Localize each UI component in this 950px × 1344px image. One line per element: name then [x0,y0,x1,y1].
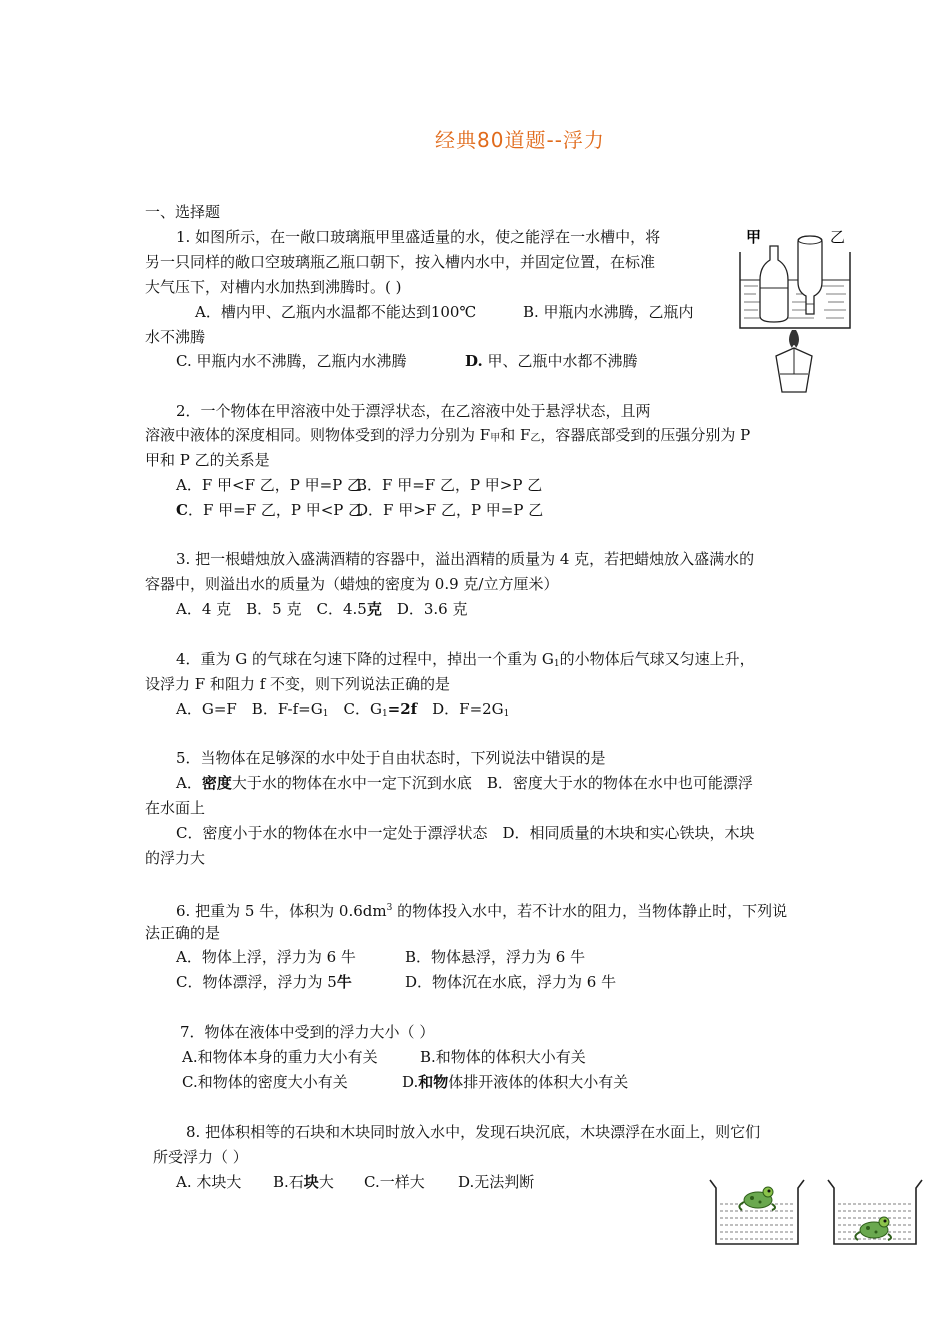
q8-option-b-text-b: 大 [318,1173,334,1191]
frog-beaker-sinking-figure [826,1178,926,1248]
q2-line-2-sub1: 甲 [490,433,501,444]
q1-option-b-cont: 水不沸腾 [145,328,206,346]
q1-option-d [465,350,637,372]
q7-line-1: 7．物体在液体中受到的浮力大小（ ） [180,1023,435,1041]
q2-line-2-sub2: 乙 [530,433,541,444]
q2-option-d: D．F 甲>F 乙，P 甲=P 乙 [356,501,544,519]
q4-line-1-sub: 1 [553,659,560,669]
q4-options-1: A．G=F B．F-f=G [176,700,323,718]
q8-option-d: D.无法判断 [458,1173,535,1191]
q6-line-1-a: 6. 把重为 5 牛，体积为 0.6dm [176,902,387,920]
q4-options-2: C．G [328,700,382,718]
q2-line-2-a: 溶液中液体的深度相同。则物体受到的浮力分别为 F [145,426,491,444]
figure-label-yi: 乙 [830,228,846,246]
q7-option-d [402,1071,628,1093]
q2-line-3: 甲和 P 乙的关系是 [145,451,270,469]
q7-option-d-text: 体排开液体的体积大小有关 [448,1073,629,1091]
q4-line-1-a: 4．重为 G 的气球在匀速下降的过程中，掉出一个重为 G [176,650,554,668]
frog-beaker-floating-figure [708,1178,808,1248]
q1-option-a: A．槽内甲、乙瓶内水温都不能达到100℃ [195,303,477,321]
q2-option-c-text: ．F 甲=F 乙，P 甲<P 乙 [187,501,364,519]
q6-option-b: B．物体悬浮，浮力为 6 牛 [405,948,586,966]
q4-options-2-sub: 1 [381,709,388,719]
q3-options-b: D．3.6 克 [381,600,468,618]
q4-options [176,698,509,725]
q4-line-2: 设浮力 F 和阻力 f 不变，则下列说法正确的是 [145,675,451,693]
q8-option-b-text-a: B.石 [273,1173,304,1191]
q4-options-2-bold: =2f [387,700,418,718]
q5-line-2-bold: 密度 [201,774,232,792]
q8-option-b [273,1171,334,1193]
q1-bottles-figure [736,224,856,402]
q2-line-2-c: ，容器底部受到的压强分别为 P [540,426,751,444]
q5-line-1: 5．当物体在足够深的水中处于自由状态时，下列说法中错误的是 [176,749,606,767]
q3-line-1: 3. 把一根蜡烛放入盛满酒精的容器中，溢出酒精的质量为 4 克，若把蜡烛放入盛满水的 [176,550,755,568]
q1-option-d-letter: D. [465,352,483,370]
q4-line-1-b: 的小物体后气球又匀速上升， [559,650,755,668]
q7-option-a: A.和物体本身的重力大小有关 [182,1048,378,1066]
q2-line-1: 2．一个物体在甲溶液中处于漂浮状态，在乙溶液中处于悬浮状态，且两 [176,402,651,420]
q6-option-c-text: C．物体漂浮，浮力为 5 [176,973,337,991]
q5-line-5: 的浮力大 [145,849,206,867]
q6-option-d: D．物体沉在水底，浮力为 6 牛 [405,973,617,991]
q2-line-2 [145,424,750,450]
q6-option-c [176,971,352,993]
q8-option-a: A. 木块大 [176,1173,242,1191]
q4-line-1 [176,648,755,675]
q6-option-a: A．物体上浮，浮力为 6 牛 [176,948,356,966]
q3-options [176,598,467,620]
q8-option-c: C.一样大 [364,1173,425,1191]
q1-line-2: 另一只同样的敞口空玻璃瓶乙瓶口朝下，按入槽内水中，并固定位置，在标准 [145,253,656,271]
q2-option-a: A．F 甲<F 乙，P 甲=P 乙 [176,476,363,494]
q2-option-b: B．F 甲=F 乙，P 甲>P 乙 [356,476,543,494]
q1-line-3: 大气压下，对槽内水加热到沸腾时。( ) [145,278,402,296]
q5-line-2-b: 大于水的物体在水中一定下沉到水底 B．密度大于水的物体在水中也可能漂浮 [231,774,753,792]
section-heading: 一、选择题 [145,203,221,221]
q6-line-1 [176,897,787,922]
q5-line-4: C．密度小于水的物体在水中一定处于漂浮状态 D．相同质量的木块和实心铁块，木块 [176,824,755,842]
q1-option-c: C. 甲瓶内水不沸腾，乙瓶内水沸腾 [176,352,407,370]
figure-label-jia: 甲 [746,228,762,246]
frog-icon [855,1217,891,1240]
q2-option-c [176,499,363,521]
q1-option-d-text: 甲、乙瓶中水都不沸腾 [482,352,638,370]
q7-option-d-letter: D. [402,1073,419,1091]
q2-line-2-b: 和 F [500,426,531,444]
q7-option-c: C.和物体的密度大小有关 [182,1073,348,1091]
q5-line-3: 在水面上 [145,799,206,817]
q6-option-c-bold: 牛 [336,973,352,991]
frog-icon [739,1187,775,1210]
page-title: 经典80道题--浮力 [435,128,605,152]
q3-options-a: A．4 克 B．5 克 C．4.5 [176,600,367,618]
q5-line-2-a: A． [176,774,202,792]
q6-line-1-sup: 3 [386,903,393,913]
q3-line-2: 容器中，则溢出水的质量为（蜡烛的密度为 0.9 克/立方厘米） [145,575,559,593]
q4-options-1-sub: 1 [322,709,329,719]
q4-options-3-sub: 1 [503,709,510,719]
q8-line-1: 8. 把体积相等的石块和木块同时放入水中，发现石块沉底，木块漂浮在水面上，则它们 [186,1123,761,1141]
q8-line-2: 所受浮力（ ） [153,1148,248,1166]
q2-option-c-letter: C [176,501,188,519]
q4-options-3: D．F=2G [417,700,504,718]
q5-line-2 [176,772,753,794]
q6-line-1-b: 的物体投入水中，若不计水的阻力，当物体静止时，下列说 [392,902,788,920]
q7-option-d-bold: 和物 [418,1073,449,1091]
q7-option-b: B.和物体的体积大小有关 [420,1048,586,1066]
q6-line-2: 法正确的是 [145,924,221,942]
q8-option-b-bold: 块 [303,1173,319,1191]
q3-options-bold: 克 [366,600,382,618]
q1-option-b: B. 甲瓶内水沸腾，乙瓶内 [523,303,694,321]
q1-line-1: 1. 如图所示，在一敞口玻璃瓶甲里盛适量的水，使之能浮在一水槽中，将 [176,228,661,246]
